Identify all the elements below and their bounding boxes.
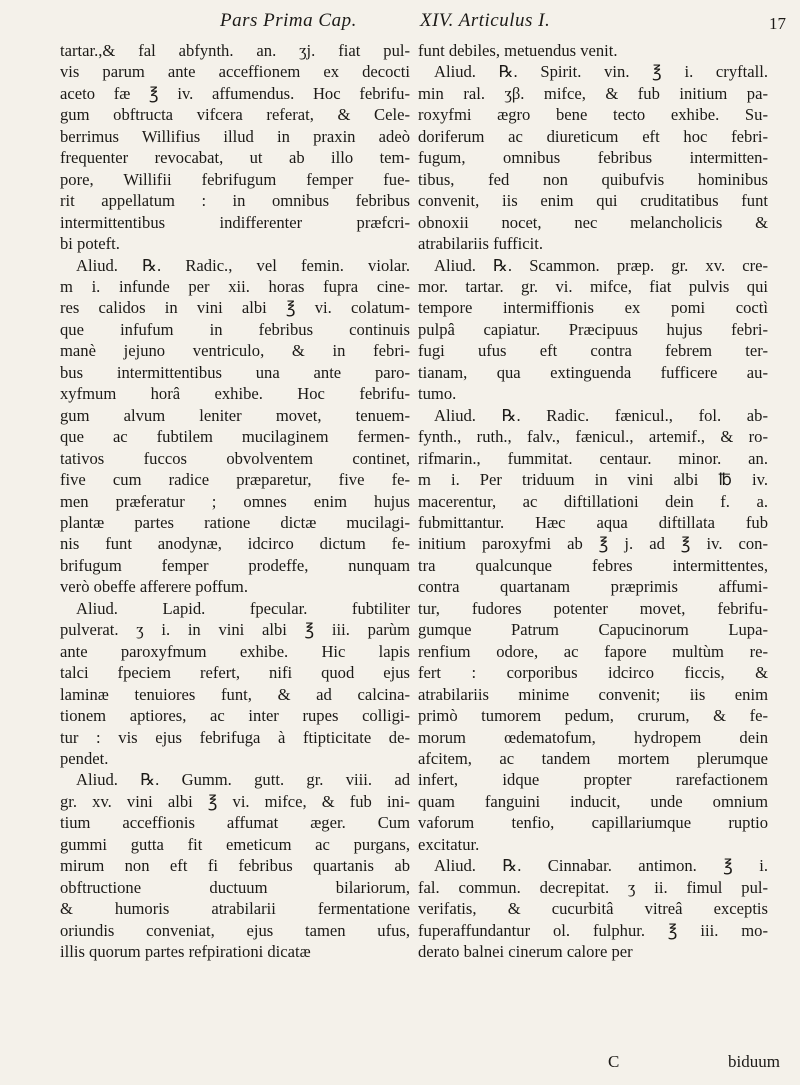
text-line: gum alvum leniter movet, tenuem-: [60, 405, 410, 425]
text-line: Aliud. Lapid. fpecular. fubtiliter: [76, 598, 410, 618]
right-text-column: [418, 40, 768, 962]
running-title-right: XIV. Articulus I.: [420, 10, 551, 31]
text-line: bus intermittentibus una ante paro-: [60, 362, 410, 382]
text-line: fynth., ruth., falv., fænicul., artemif., & ro-: [418, 427, 768, 447]
text-line: brifugum femper prodeffe, nunquam: [60, 555, 410, 575]
text-line: afcitem, ac tandem mortem plerumque: [418, 748, 768, 768]
text-line: illis quorum partes refpirationi dicatæ: [60, 942, 311, 962]
page-footer: [600, 1052, 790, 1078]
text-line: men præferatur ; omnes enim hujus: [60, 491, 410, 511]
text-line: contra quartanam præprimis affumi-: [418, 577, 768, 597]
text-line: roxyfmi ægro bene tecto exhibe. Su-: [418, 105, 768, 125]
text-line: tur, fudores potenter movet, febrifu-: [418, 598, 768, 618]
text-line: fuperaffundantur ol. fulphur. ℥ iii. mo-: [418, 920, 768, 940]
text-line: plantæ partes ratione dictæ mucilagi-: [60, 512, 410, 532]
text-line: vis parum ante acceffionem ex decocti: [60, 62, 410, 82]
catchword: biduum: [728, 1052, 780, 1071]
text-line: morum œdematofum, hydropem dein: [418, 727, 768, 747]
text-line: obftructione ductuum bilariorum,: [60, 877, 410, 897]
text-line: obnoxii nocet, nec melancholicis &: [418, 212, 768, 232]
text-line: atrabilariis fufficit.: [418, 234, 544, 254]
text-line: renfium odore, ac fapore multùm re-: [418, 641, 768, 661]
text-line: gummi gutta fit emeticum ac purgans,: [60, 834, 410, 854]
text-line: Aliud. ℞. Spirit. vin. ℥ i. cryftall.: [434, 62, 768, 82]
text-line: fubmittantur. Hæc aqua diftillata fub: [418, 512, 768, 532]
page-number: 17: [769, 14, 786, 33]
text-line: tra qualcunque febres intermittentes,: [418, 555, 768, 575]
text-line: tianam, qua extinguenda fufficere au-: [418, 362, 768, 382]
text-line: fert : corporibus idcirco ficcis, &: [418, 663, 768, 683]
text-line: pore, Willifii febrifugum femper fue-: [60, 169, 410, 189]
signature-mark: C: [608, 1052, 620, 1071]
text-line: fal. commun. decrepitat. ʒ ii. fimul pul-: [418, 877, 768, 897]
text-line: fugum, omnibus febribus intermitten-: [418, 148, 768, 168]
text-line: pulpâ capiatur. Præcipuus hujus febri-: [418, 319, 768, 339]
running-header: [40, 4, 786, 44]
text-line: oriundis conveniat, ejus tamen ufus,: [60, 920, 410, 940]
text-line: convenit, iis enim qui cruditatibus funt: [418, 191, 768, 211]
text-line: doriferum ac diureticum eft hoc febri-: [418, 126, 768, 146]
text-line: infert, idque propter rarefactionem: [418, 770, 768, 790]
text-line: nis funt anodynæ, idcirco dictum fe-: [60, 534, 410, 554]
text-line: verò obeffe afferere poffum.: [60, 577, 248, 597]
left-text-column: [60, 40, 410, 962]
text-line: m i. Per triduum in vini albi ℔ iv.: [418, 470, 768, 490]
text-line: tibus, fed non quibufvis hominibus: [418, 169, 768, 189]
running-title-left: Pars Prima Cap.: [220, 10, 357, 31]
text-line: bi poteft.: [60, 234, 120, 254]
text-line: laminæ tenuiores funt, & ad calcina-: [60, 684, 410, 704]
text-line: initium paroxyfmi ab ℥ j. ad ℥ iv. con-: [418, 534, 768, 554]
text-line: talci fpeciem refert, nifi quod ejus: [60, 663, 410, 683]
text-line: min ral. ʒβ. mifce, & fub initium pa-: [418, 83, 768, 103]
text-line: rifmarin., fummitat. centaur. minor. an.: [418, 448, 768, 468]
text-line: tium acceffionis affumat æger. Cum: [60, 813, 410, 833]
text-line: tur : vis ejus febrifuga à ftipticitate de-: [60, 727, 410, 747]
text-line: fugi ufus eft contra febrem ter-: [418, 341, 768, 361]
text-line: & humoris atrabilarii fermentatione: [60, 899, 410, 919]
text-line: frequenter revocabat, ut ab illo tem-: [60, 148, 410, 168]
text-line: verifatis, & cucurbitâ vitreâ exceptis: [418, 899, 768, 919]
text-line: que infufum in febribus continuis: [60, 319, 410, 339]
text-line: excitatur.: [418, 834, 480, 854]
text-line: tempore intermiffionis ex pomi coctì: [418, 298, 768, 318]
text-line: funt debiles, metuendus venit.: [418, 41, 618, 60]
text-line: ante paroxyfmum exhibe. Hic lapis: [60, 641, 410, 661]
text-line: Aliud. ℞. Cinnabar. antimon. ℥ i.: [434, 856, 768, 876]
text-line: tionem aptiores, ac inter rupes colligi-: [60, 706, 410, 726]
text-line: atrabilariis minime convenit; iis enim: [418, 684, 768, 704]
text-line: res calidos in vini albi ℥ vi. colatum-: [60, 298, 410, 318]
text-line: berrimus Willifius illud in praxin adeò: [60, 126, 410, 146]
text-line: gr. xv. vini albi ℥ vi. mifce, & fub ini-: [60, 791, 410, 811]
text-line: vaforum tenfio, capillariumque ruptio: [418, 813, 768, 833]
text-line: manè jejuno ventriculo, & in febri-: [60, 341, 410, 361]
text-line: gum obftructa vifcera referat, & Cele-: [60, 105, 410, 125]
text-line: pulverat. ʒ i. in vini albi ℥ iii. parùm: [60, 620, 410, 640]
text-line: Aliud. ℞. Gumm. gutt. gr. viii. ad: [76, 770, 410, 790]
text-line: rit appellatum : in omnibus febribus: [60, 191, 410, 211]
text-line: macerentur, ac diftillationi dein f. a.: [418, 491, 768, 511]
text-line: derato balnei cinerum calore per: [418, 942, 633, 962]
text-line: Aliud. ℞. Scammon. præp. gr. xv. cre-: [434, 255, 768, 275]
text-line: mirum non eft fi febribus quartanis ab: [60, 856, 410, 876]
text-line: Aliud. ℞. Radic., vel femin. violar.: [76, 255, 410, 275]
text-line: que ac fubtilem mucilaginem fermen-: [60, 427, 410, 447]
text-line: tartar.,& fal abfynth. an. ʒj. fiat pul-: [60, 41, 410, 60]
text-line: quam fanguini inducit, unde omnium: [418, 791, 768, 811]
text-line: mor. tartar. gr. vi. mifce, fiat pulvis qui: [418, 276, 768, 296]
text-line: m i. infunde per xii. horas fupra cine-: [60, 276, 410, 296]
text-line: gumque Patrum Capucinorum Lupa-: [418, 620, 768, 640]
text-line: five cum radice præparetur, five fe-: [60, 470, 410, 490]
text-line: tumo.: [418, 384, 457, 404]
text-line: xyfmum horâ exhibe. Hoc febrifu-: [60, 384, 410, 404]
text-line: tativos fuccos obvolventem continet,: [60, 448, 410, 468]
text-line: pendet.: [60, 748, 109, 768]
text-line: intermittentibus indifferenter præfcri-: [60, 212, 410, 232]
text-line: aceto fæ ℥ iv. affumendus. Hoc febrifu-: [60, 83, 410, 103]
text-line: primò tumorem pedum, crurum, & fe-: [418, 706, 768, 726]
text-line: Aliud. ℞. Radic. fænicul., fol. ab-: [434, 405, 768, 425]
